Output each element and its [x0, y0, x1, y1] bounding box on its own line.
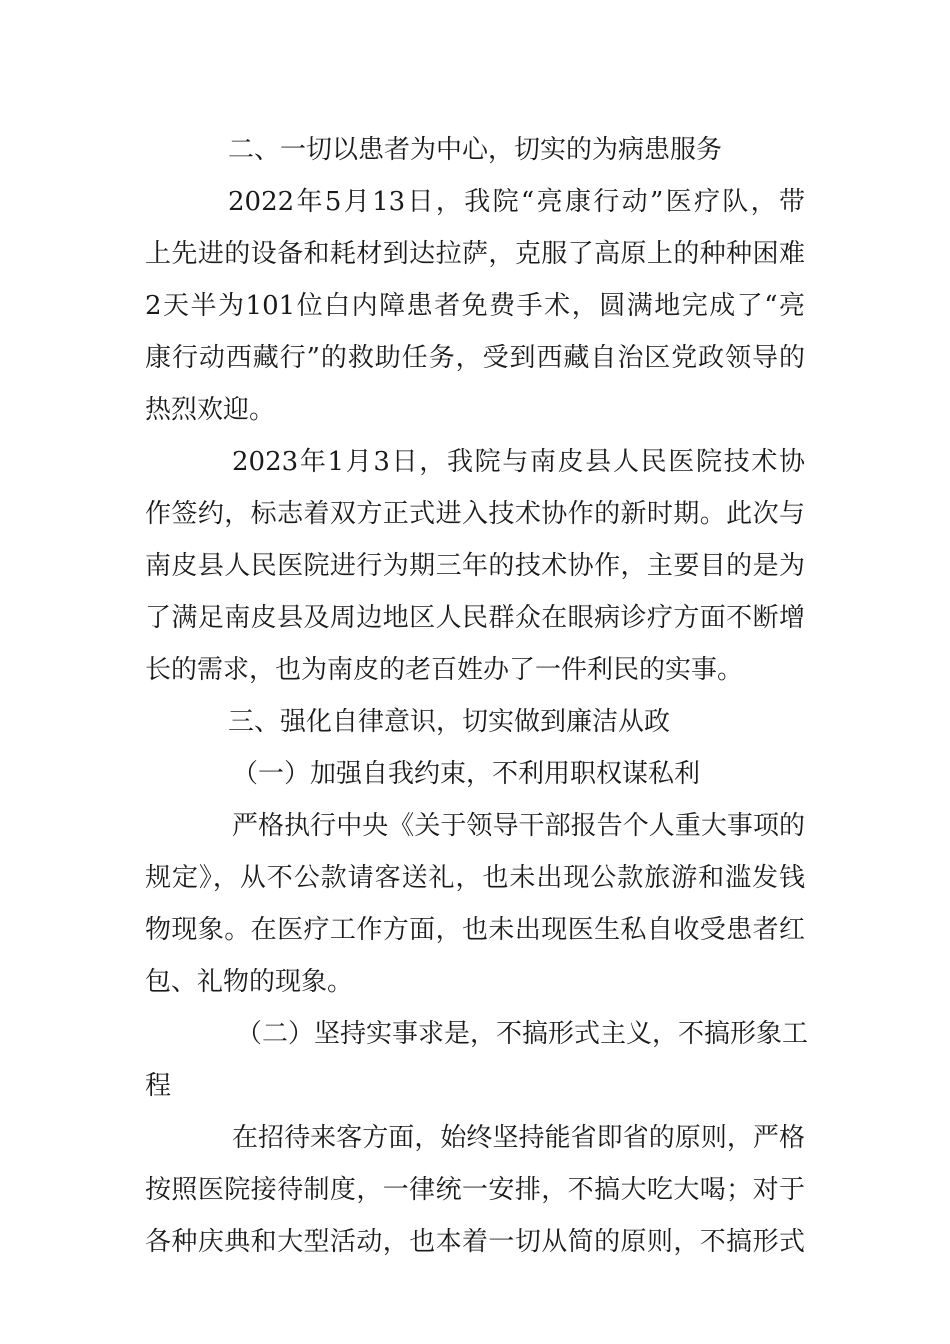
paragraph-line: 2023年1月3日，我院与南皮县人民医院技术协: [232, 447, 805, 477]
paragraph-line: 物现象。在医疗工作方面，也未出现医生私自收受患者红: [145, 915, 805, 945]
paragraph-line: 在招待来客方面，始终坚持能省即省的原则，严格: [232, 1123, 805, 1153]
paragraph-line: 各种庆典和大型活动，也本着一切从简的原则，不搞形式: [145, 1227, 805, 1257]
paragraph-line: 严格执行中央《关于领导干部报告个人重大事项的: [232, 811, 805, 841]
paragraph-line: 2022年5月13日，我院“亮康行动”医疗队，带: [228, 187, 805, 217]
paragraph-line: 上先进的设备和耗材到达拉萨，克服了高原上的种种困难: [145, 239, 805, 269]
paragraph-line: 按照医院接待制度，一律统一安排，不搞大吃大喝；对于: [145, 1175, 805, 1205]
subsection-heading-2-cont: 程: [145, 1071, 172, 1101]
subsection-heading-1: （一）加强自我约束，不利用职权谋私利: [232, 759, 701, 789]
paragraph-line: 热烈欢迎。: [145, 395, 276, 425]
paragraph-line: 长的需求，也为南皮的老百姓办了一件利民的实事。: [145, 655, 744, 685]
paragraph-line: 规定》，从不公款请客送礼，也未出现公款旅游和滥发钱: [145, 863, 805, 893]
paragraph-line: 了满足南皮县及周边地区人民群众在眼病诊疗方面不断增: [145, 603, 805, 633]
subsection-heading-2: （二）坚持实事求是，不搞形式主义，不搞形象工: [236, 1019, 809, 1049]
paragraph-line: 包、礼物的现象。: [145, 967, 354, 997]
paragraph-line: 南皮县人民医院进行为期三年的技术协作，主要目的是为: [145, 551, 805, 581]
section-heading-2: 二、一切以患者为中心，切实的为病患服务: [228, 135, 723, 165]
paragraph-line: 2天半为101位白内障患者免费手术，圆满地完成了“亮: [145, 291, 805, 321]
section-heading-3: 三、强化自律意识，切实做到廉洁从政: [228, 707, 671, 737]
paragraph-line: 作签约，标志着双方正式进入技术协作的新时期。此次与: [145, 499, 805, 529]
paragraph-line: 康行动西藏行”的救助任务，受到西藏自治区党政领导的: [145, 343, 805, 373]
